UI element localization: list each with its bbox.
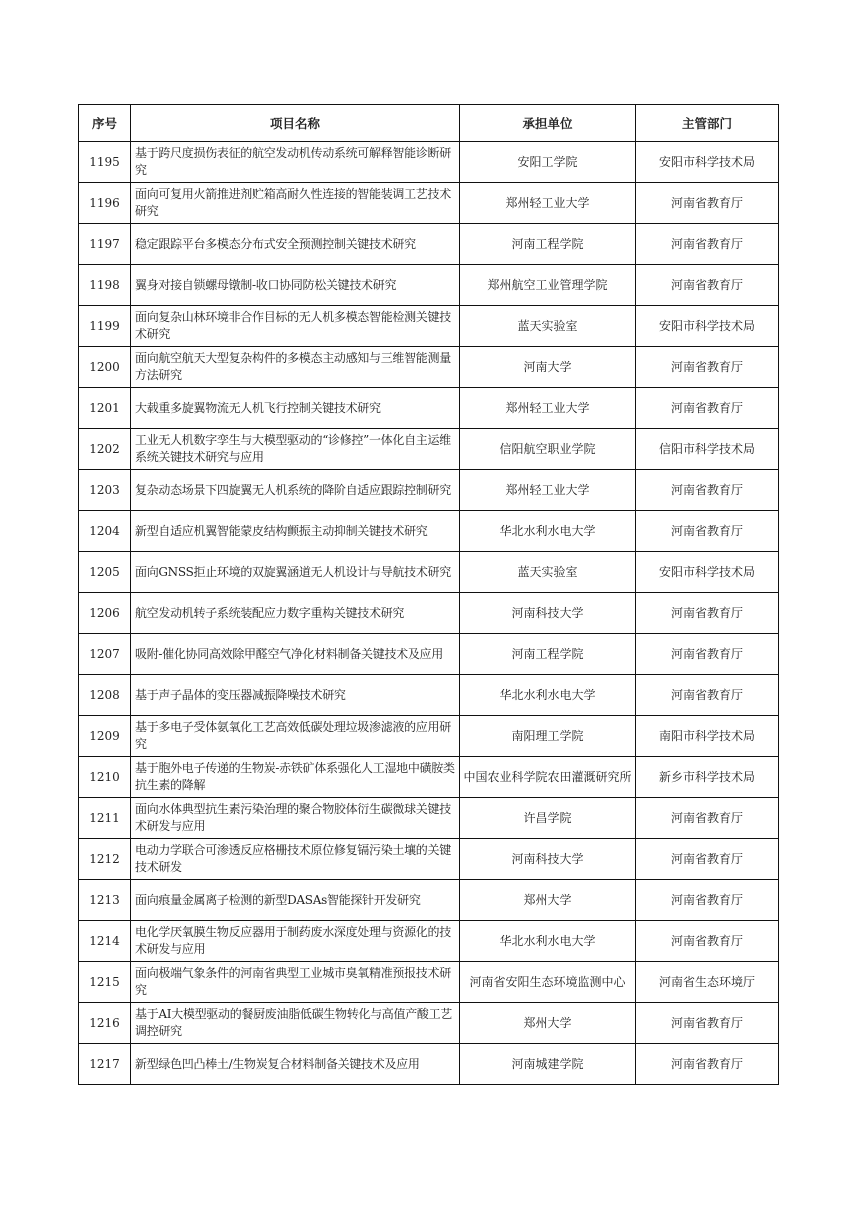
table-row <box>79 429 779 470</box>
table-row <box>79 1044 779 1085</box>
table-row <box>79 347 779 388</box>
row-number: 1199 <box>79 306 131 347</box>
undertaking-unit: 郑州航空工业管理学院 <box>460 265 636 306</box>
table-row <box>79 306 779 347</box>
undertaking-unit: 信阳航空职业学院 <box>460 429 636 470</box>
project-name: 电动力学联合可渗透反应格栅技术原位修复镉污染土壤的关键技术研发 <box>131 839 460 880</box>
table-row <box>79 839 779 880</box>
row-number: 1206 <box>79 593 131 634</box>
undertaking-unit: 中国农业科学院农田灌溉研究所 <box>460 757 636 798</box>
project-name: 面向痕量金属离子检测的新型DASAs智能探针开发研究 <box>131 880 460 921</box>
row-number: 1209 <box>79 716 131 757</box>
table-row <box>79 716 779 757</box>
table-row <box>79 1003 779 1044</box>
table-row <box>79 142 779 183</box>
undertaking-unit: 华北水利水电大学 <box>460 511 636 552</box>
row-number: 1210 <box>79 757 131 798</box>
competent-department: 河南省教育厅 <box>636 1044 779 1085</box>
table-row <box>79 183 779 224</box>
undertaking-unit: 安阳工学院 <box>460 142 636 183</box>
undertaking-unit: 河南城建学院 <box>460 1044 636 1085</box>
row-number: 1195 <box>79 142 131 183</box>
undertaking-unit: 河南工程学院 <box>460 224 636 265</box>
competent-department: 河南省教育厅 <box>636 388 779 429</box>
row-number: 1217 <box>79 1044 131 1085</box>
project-name: 工业无人机数字孪生与大模型驱动的“诊修控”一体化自主运维系统关键技术研究与应用 <box>131 429 460 470</box>
table-row <box>79 921 779 962</box>
competent-department: 河南省教育厅 <box>636 593 779 634</box>
undertaking-unit: 郑州轻工业大学 <box>460 388 636 429</box>
undertaking-unit: 河南科技大学 <box>460 593 636 634</box>
project-name: 面向极端气象条件的河南省典型工业城市臭氧精准预报技术研究 <box>131 962 460 1003</box>
competent-department: 河南省教育厅 <box>636 921 779 962</box>
competent-department: 河南省教育厅 <box>636 839 779 880</box>
header-no: 序号 <box>79 105 131 142</box>
header-unit: 承担单位 <box>460 105 636 142</box>
table-row <box>79 511 779 552</box>
competent-department: 河南省教育厅 <box>636 634 779 675</box>
competent-department: 新乡市科学技术局 <box>636 757 779 798</box>
project-table <box>78 104 779 1085</box>
row-number: 1216 <box>79 1003 131 1044</box>
competent-department: 安阳市科学技术局 <box>636 552 779 593</box>
competent-department: 河南省教育厅 <box>636 183 779 224</box>
competent-department: 河南省教育厅 <box>636 798 779 839</box>
project-name: 基于跨尺度损伤表征的航空发动机传动系统可解释智能诊断研究 <box>131 142 460 183</box>
row-number: 1204 <box>79 511 131 552</box>
table-row <box>79 880 779 921</box>
competent-department: 河南省教育厅 <box>636 265 779 306</box>
table-row <box>79 634 779 675</box>
table-row <box>79 675 779 716</box>
project-name: 复杂动态场景下四旋翼无人机系统的降阶自适应跟踪控制研究 <box>131 470 460 511</box>
undertaking-unit: 蓝天实验室 <box>460 552 636 593</box>
project-name: 面向复杂山林环境非合作目标的无人机多模态智能检测关键技术研究 <box>131 306 460 347</box>
row-number: 1200 <box>79 347 131 388</box>
undertaking-unit: 许昌学院 <box>460 798 636 839</box>
row-number: 1212 <box>79 839 131 880</box>
project-name: 面向可复用火箭推进剂贮箱高耐久性连接的智能装调工艺技术研究 <box>131 183 460 224</box>
undertaking-unit: 华北水利水电大学 <box>460 675 636 716</box>
project-name: 新型绿色凹凸棒土/生物炭复合材料制备关键技术及应用 <box>131 1044 460 1085</box>
undertaking-unit: 郑州轻工业大学 <box>460 183 636 224</box>
project-name: 稳定跟踪平台多模态分布式安全预测控制关键技术研究 <box>131 224 460 265</box>
row-number: 1211 <box>79 798 131 839</box>
row-number: 1214 <box>79 921 131 962</box>
competent-department: 安阳市科学技术局 <box>636 142 779 183</box>
row-number: 1203 <box>79 470 131 511</box>
project-name: 面向水体典型抗生素污染治理的聚合物胶体衍生碳微球关键技术研发与应用 <box>131 798 460 839</box>
undertaking-unit: 河南大学 <box>460 347 636 388</box>
table-row <box>79 470 779 511</box>
table-row <box>79 593 779 634</box>
undertaking-unit: 河南省安阳生态环境监测中心 <box>460 962 636 1003</box>
project-name: 航空发动机转子系统装配应力数字重构关键技术研究 <box>131 593 460 634</box>
header-dept: 主管部门 <box>636 105 779 142</box>
project-name: 基于AI大模型驱动的餐厨废油脂低碳生物转化与高值产酸工艺调控研究 <box>131 1003 460 1044</box>
competent-department: 安阳市科学技术局 <box>636 306 779 347</box>
project-name: 吸附-催化协同高效除甲醛空气净化材料制备关键技术及应用 <box>131 634 460 675</box>
project-name: 面向GNSS拒止环境的双旋翼涵道无人机设计与导航技术研究 <box>131 552 460 593</box>
undertaking-unit: 蓝天实验室 <box>460 306 636 347</box>
undertaking-unit: 南阳理工学院 <box>460 716 636 757</box>
table-body <box>79 142 779 1085</box>
project-name: 基于声子晶体的变压器减振降噪技术研究 <box>131 675 460 716</box>
undertaking-unit: 郑州大学 <box>460 1003 636 1044</box>
project-name: 基于胞外电子传递的生物炭-赤铁矿体系强化人工湿地中磺胺类抗生素的降解 <box>131 757 460 798</box>
undertaking-unit: 郑州大学 <box>460 880 636 921</box>
competent-department: 河南省教育厅 <box>636 511 779 552</box>
undertaking-unit: 河南工程学院 <box>460 634 636 675</box>
table-row <box>79 757 779 798</box>
competent-department: 河南省教育厅 <box>636 675 779 716</box>
competent-department: 南阳市科学技术局 <box>636 716 779 757</box>
row-number: 1202 <box>79 429 131 470</box>
row-number: 1205 <box>79 552 131 593</box>
undertaking-unit: 河南科技大学 <box>460 839 636 880</box>
header-project-name: 项目名称 <box>131 105 460 142</box>
table-row <box>79 552 779 593</box>
row-number: 1201 <box>79 388 131 429</box>
table-row <box>79 388 779 429</box>
row-number: 1208 <box>79 675 131 716</box>
project-name: 翼身对接自锁螺母镦制-收口协同防松关键技术研究 <box>131 265 460 306</box>
row-number: 1198 <box>79 265 131 306</box>
row-number: 1196 <box>79 183 131 224</box>
project-name: 大载重多旋翼物流无人机飞行控制关键技术研究 <box>131 388 460 429</box>
row-number: 1207 <box>79 634 131 675</box>
project-name: 电化学厌氧膜生物反应器用于制药废水深度处理与资源化的技术研发与应用 <box>131 921 460 962</box>
table-row <box>79 224 779 265</box>
project-name: 基于多电子受体氨氧化工艺高效低碳处理垃圾渗滤液的应用研究 <box>131 716 460 757</box>
table-row <box>79 265 779 306</box>
table-row <box>79 962 779 1003</box>
table-header-row <box>79 105 779 142</box>
project-name: 面向航空航天大型复杂构件的多模态主动感知与三维智能测量方法研究 <box>131 347 460 388</box>
competent-department: 河南省教育厅 <box>636 880 779 921</box>
undertaking-unit: 郑州轻工业大学 <box>460 470 636 511</box>
table-row <box>79 798 779 839</box>
competent-department: 信阳市科学技术局 <box>636 429 779 470</box>
competent-department: 河南省教育厅 <box>636 1003 779 1044</box>
competent-department: 河南省教育厅 <box>636 224 779 265</box>
competent-department: 河南省教育厅 <box>636 470 779 511</box>
project-name: 新型自适应机翼智能蒙皮结构颤振主动抑制关键技术研究 <box>131 511 460 552</box>
undertaking-unit: 华北水利水电大学 <box>460 921 636 962</box>
row-number: 1197 <box>79 224 131 265</box>
row-number: 1215 <box>79 962 131 1003</box>
row-number: 1213 <box>79 880 131 921</box>
competent-department: 河南省教育厅 <box>636 347 779 388</box>
competent-department: 河南省生态环境厅 <box>636 962 779 1003</box>
